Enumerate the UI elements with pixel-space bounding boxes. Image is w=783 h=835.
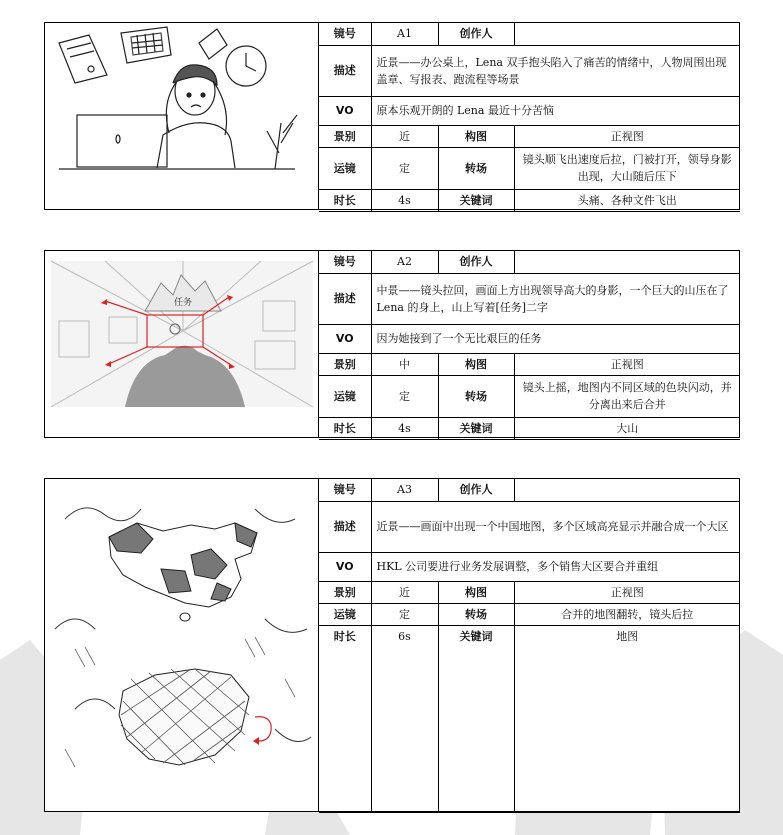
value-shot-size: 近	[371, 581, 438, 603]
label-keywords: 关键词	[438, 189, 514, 211]
storyboard-a2	[44, 250, 740, 438]
label-composition: 构图	[438, 125, 514, 147]
shot-table-a2	[319, 251, 740, 440]
label-duration: 时长	[319, 625, 371, 812]
value-camera-move: 定	[371, 603, 438, 625]
value-vo: 因为她接到了一个无比艰巨的任务	[371, 324, 740, 353]
value-duration: 4s	[371, 189, 438, 211]
label-composition: 构图	[438, 581, 514, 603]
value-keywords: 头痛、各种文件飞出	[514, 189, 740, 211]
label-description: 描述	[319, 273, 371, 324]
value-keywords: 大山	[514, 417, 740, 439]
shot-table-a1	[319, 23, 740, 212]
label-vo: VO	[319, 552, 371, 581]
shot-table-a3	[319, 479, 740, 813]
label-vo: VO	[319, 324, 371, 353]
value-duration: 4s	[371, 417, 438, 439]
value-camera-move: 定	[371, 147, 438, 189]
label-camera-move: 运镜	[319, 375, 371, 417]
label-description: 描述	[319, 501, 371, 552]
label-description: 描述	[319, 45, 371, 96]
label-composition: 构图	[438, 353, 514, 375]
storyboard-a1	[44, 22, 740, 210]
value-shot-size: 中	[371, 353, 438, 375]
value-shot-no: A1	[371, 23, 438, 45]
value-shot-no: A3	[371, 479, 438, 501]
label-camera-move: 运镜	[319, 603, 371, 625]
sketch-a2-mountain-task	[45, 251, 319, 437]
label-shot-size: 景别	[319, 581, 371, 603]
value-vo: 原本乐观开朗的 Lena 最近十分苦恼	[371, 96, 740, 125]
value-shot-size: 近	[371, 125, 438, 147]
value-transition: 合并的地图翻转，镜头后拉	[514, 603, 740, 625]
label-shot-size: 景别	[319, 125, 371, 147]
sketch-label-task: 任务	[174, 298, 193, 308]
value-creator	[514, 23, 740, 45]
label-camera-move: 运镜	[319, 147, 371, 189]
value-transition: 镜头上摇，地图内不同区域的色块闪动，并分离出来后合并	[514, 375, 740, 417]
label-shot-no: 镜号	[319, 251, 371, 273]
value-description: 中景——镜头拉回，画面上方出现领导高大的身影，一个巨大的山压在了 Lena 的身上，山上写着[任务]二字	[371, 273, 740, 324]
value-creator	[514, 251, 740, 273]
label-shot-no: 镜号	[319, 23, 371, 45]
label-creator: 创作人	[438, 251, 514, 273]
value-vo: HKL 公司要进行业务发展调整，多个销售大区要合并重组	[371, 552, 740, 581]
storyboard-a3	[44, 478, 740, 812]
label-transition: 转场	[438, 147, 514, 189]
label-transition: 转场	[438, 603, 514, 625]
value-keywords: 地图	[514, 625, 740, 812]
label-shot-no: 镜号	[319, 479, 371, 501]
value-transition: 镜头顺飞出速度后拉，门被打开，领导身影出现，大山随后压下	[514, 147, 740, 189]
label-shot-size: 景别	[319, 353, 371, 375]
label-vo: VO	[319, 96, 371, 125]
value-shot-no: A2	[371, 251, 438, 273]
label-transition: 转场	[438, 375, 514, 417]
value-creator	[514, 479, 740, 501]
value-description: 近景——办公桌上，Lena 双手抱头陷入了痛苦的情绪中，人物周围出现盖章、写报表、跑流程等场景	[371, 45, 740, 96]
label-keywords: 关键词	[438, 417, 514, 439]
sketch-a1-office-stress	[45, 23, 319, 209]
label-creator: 创作人	[438, 479, 514, 501]
sketch-a3-china-map	[45, 479, 319, 811]
label-creator: 创作人	[438, 23, 514, 45]
value-composition: 正视图	[514, 353, 740, 375]
value-duration: 6s	[371, 625, 438, 812]
value-camera-move: 定	[371, 375, 438, 417]
label-duration: 时长	[319, 417, 371, 439]
label-keywords: 关键词	[438, 625, 514, 812]
value-composition: 正视图	[514, 581, 740, 603]
value-description: 近景——画面中出现一个中国地图，多个区域高亮显示并融合成一个大区	[371, 501, 740, 552]
value-composition: 正视图	[514, 125, 740, 147]
label-duration: 时长	[319, 189, 371, 211]
